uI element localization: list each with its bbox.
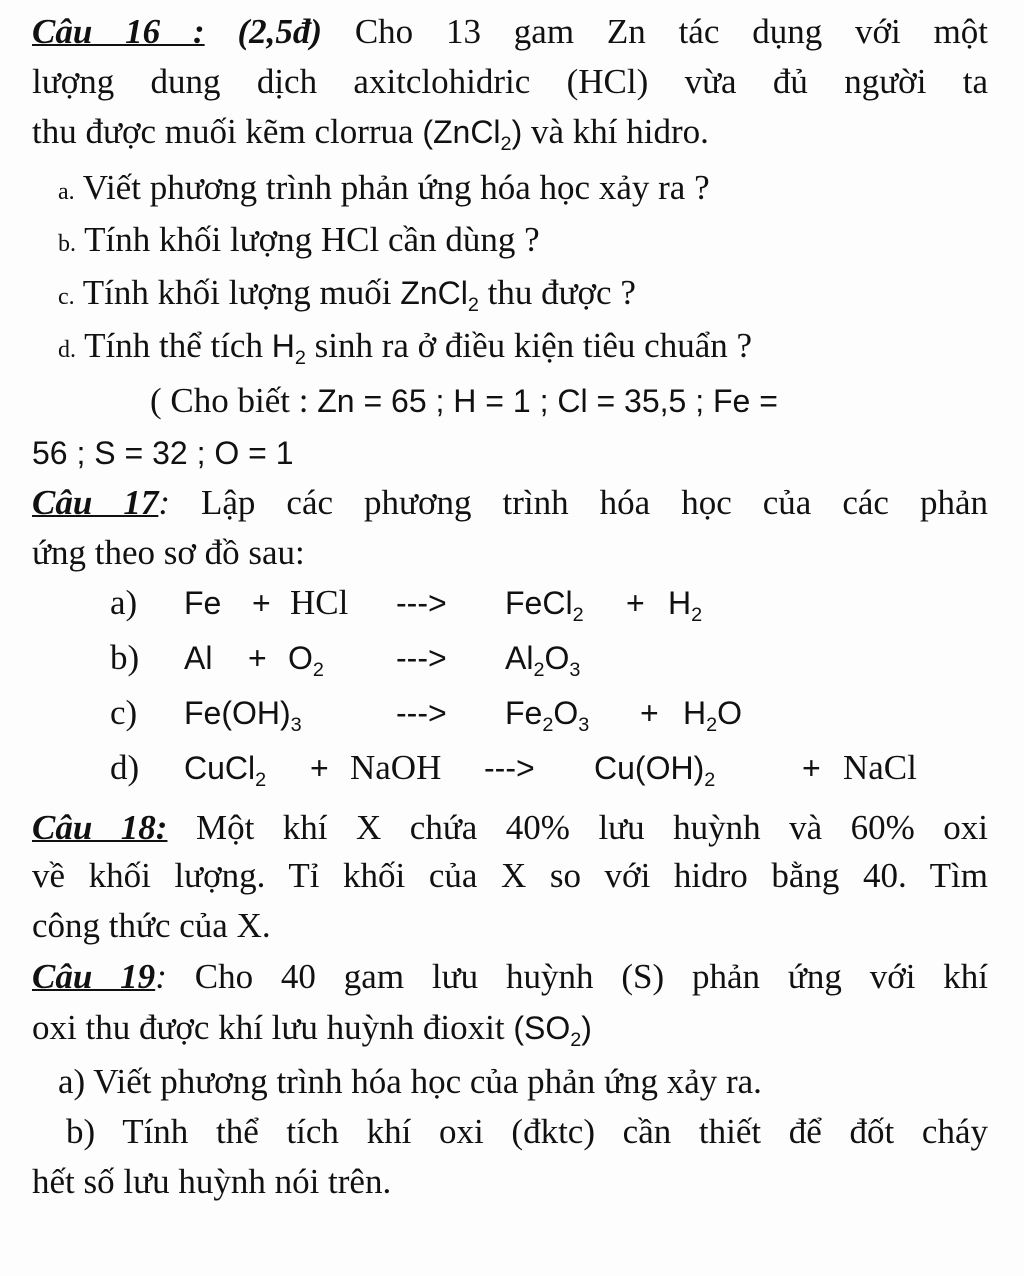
q16-line-3 xyxy=(32,112,709,155)
item-b-text: Tính khối lượng HCl cần dùng ? xyxy=(84,220,540,259)
eq-c-arrow: ---> xyxy=(396,695,447,731)
q16-points: (2,5đ) xyxy=(237,12,322,51)
eq-a-lhs1: Fe xyxy=(184,585,222,621)
item-d-text-1: Tính thể tích xyxy=(84,326,263,365)
q16-given-line-2: 56 ; S = 32 ; O = 1 xyxy=(32,435,294,471)
q16-item-a xyxy=(58,168,710,208)
eq-b-plus1: + xyxy=(248,640,267,676)
eq-a-arrow: ---> xyxy=(396,585,447,621)
eq-d-arrow: ---> xyxy=(484,750,535,786)
item-c-text-1: Tính khối lượng muối xyxy=(82,273,392,312)
eq-b-arrow: ---> xyxy=(396,640,447,676)
q19-line-1 xyxy=(32,957,988,997)
q16-text-3d: và khí hidro. xyxy=(530,112,709,151)
formula-h2: $H_2$ xyxy=(271,328,306,369)
q16-title: Câu 16 : xyxy=(32,12,205,51)
eq-b-label: b) xyxy=(110,638,140,677)
q17-line-1 xyxy=(32,483,988,523)
q19-title: Câu 19 xyxy=(32,957,156,996)
q16-line-2: lượng dung dịch axitclohidric (HCl) vừa đủ người ta xyxy=(32,62,988,101)
q18-text-1: Một khí X chứa 40% lưu huỳnh và 60% oxi xyxy=(195,808,989,847)
q16-text-1: Cho 13 gam Zn tác dụng với một xyxy=(354,12,989,51)
eq-c-label: c) xyxy=(110,693,138,732)
q19-text-1: Cho 40 gam lưu huỳnh (S) phản ứng với khí xyxy=(194,957,989,996)
eq-d-plus2: + xyxy=(802,750,821,786)
item-c-marker: c. xyxy=(58,284,75,310)
eq-a-plus2: + xyxy=(626,585,645,621)
eq-a-rhs1: FeCl$_2$ xyxy=(505,585,584,626)
eq-d-rhs2: NaCl xyxy=(843,748,917,787)
eq-a-plus1: + xyxy=(252,585,271,621)
item-c-text-2: thu được ? xyxy=(487,273,636,312)
q16-given-line-1 xyxy=(150,381,778,421)
q17-text-1: Lập các phương trình hóa học của các phản xyxy=(201,483,988,522)
eq-d-plus1: + xyxy=(310,750,329,786)
eq-c-rhs2: $H_2O$ xyxy=(683,695,743,736)
q18-line-1 xyxy=(32,808,988,848)
eq-d-label: d) xyxy=(110,748,140,787)
q16-line-1 xyxy=(32,12,988,52)
q19-item-a: a) Viết phương trình hóa học của phản ứng xảy ra. xyxy=(58,1062,762,1101)
eq-b-lhs1: Al xyxy=(184,640,213,676)
given-values-1: Zn = 65 ; H = 1 ; Cl = 35,5 ; Fe = xyxy=(317,383,778,419)
q18-line-2: về khối lượng. Tỉ khối của X so với hidro bằng 40. Tìm xyxy=(32,856,988,895)
q18-title: Câu 18: xyxy=(32,808,168,847)
q19-text-2a: oxi thu được khí lưu huỳnh đioxit xyxy=(32,1008,505,1047)
eq-d-lhs1: CuCl$_2$ xyxy=(184,750,267,791)
q19-line-2 xyxy=(32,1008,592,1051)
formula-zncl2: (ZnCl$_2$) xyxy=(422,114,523,155)
eq-a-rhs2: $H_2$ xyxy=(668,585,703,626)
item-d-text-2: sinh ra ở điều kiện tiêu chuẩn ? xyxy=(314,326,753,365)
q17-colon: : xyxy=(158,483,170,522)
eq-b-rhs1: $Al_2O_3$ xyxy=(505,640,581,681)
q17-title: Câu 17 xyxy=(32,483,159,522)
item-a-text: Viết phương trình phản ứng hóa học xảy ra ? xyxy=(82,168,710,207)
item-d-marker: d. xyxy=(58,337,76,363)
q16-item-d xyxy=(58,326,753,369)
eq-c-lhs1: $Fe(OH)_3$ xyxy=(184,695,302,736)
q18-line-3: công thức của X. xyxy=(32,906,271,945)
given-label: ( Cho biết : xyxy=(150,381,309,420)
eq-a-lhs2: HCl xyxy=(290,583,349,622)
formula-so2: $(SO_2)$ xyxy=(513,1010,592,1051)
eq-b-lhs2: $O_2$ xyxy=(288,640,324,681)
item-a-marker: a. xyxy=(58,179,75,205)
eq-c-rhs1: $Fe_2O_3$ xyxy=(505,695,590,736)
q19-item-b-line-2: hết số lưu huỳnh nói trên. xyxy=(32,1162,392,1201)
eq-d-lhs2: NaOH xyxy=(350,748,442,787)
q16-item-b xyxy=(58,220,540,260)
eq-c-plus2: + xyxy=(640,695,659,731)
item-b-marker: b. xyxy=(58,231,76,257)
q19-colon: : xyxy=(155,957,167,996)
q17-line-2: ứng theo sơ đồ sau: xyxy=(32,533,305,572)
q16-text-3a: thu được muối kẽm clorrua xyxy=(32,112,414,151)
q19-item-b-line-1: b) Tính thể tích khí oxi (đktc) cần thiết để đốt cháy xyxy=(66,1112,988,1151)
formula-zncl2-b: ZnCl$_2$ xyxy=(400,275,479,316)
q16-item-c xyxy=(58,273,636,316)
eq-a-label: a) xyxy=(110,583,138,622)
eq-d-rhs1: $Cu(OH)_2$ xyxy=(594,750,716,791)
